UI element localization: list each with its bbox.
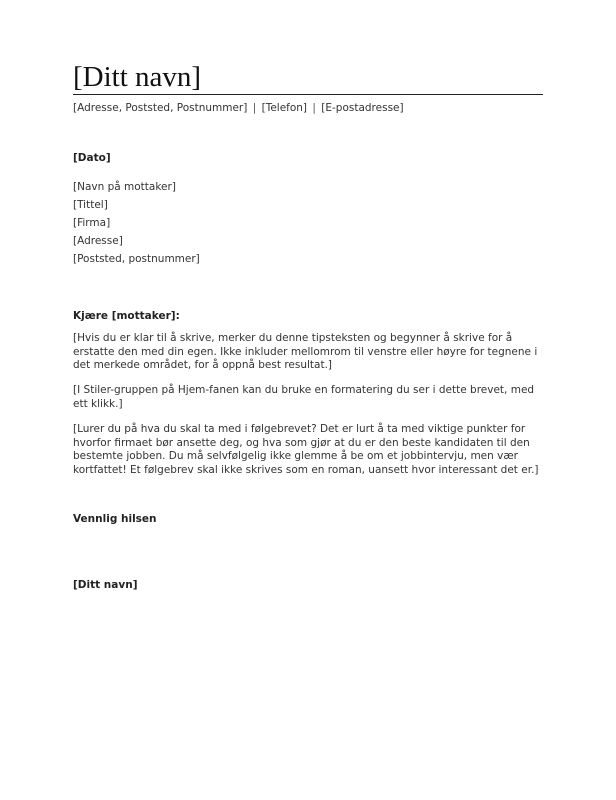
- body-paragraph-2[interactable]: [I Stiler-gruppen på Hjem-fanen kan du bruke en formatering du ser i dette brevet, med ett klikk.]: [73, 384, 535, 410]
- contact-separator: |: [312, 102, 316, 114]
- recipient-title[interactable]: [Tittel]: [73, 199, 108, 211]
- recipient-block: [73, 178, 200, 268]
- sender-contact-line: [73, 101, 404, 115]
- letter-date[interactable]: [Dato]: [73, 152, 111, 164]
- body-paragraph-1[interactable]: [Hvis du er klar til å skrive, merker du denne tipsteksten og begynner å skrive for å erstatte den med din egen. Ikke inkluder mellomrom til venstre eller høyre for tegnene i det merkede området, for å oppnå best resultat.]: [73, 332, 538, 371]
- recipient-company[interactable]: [Firma]: [73, 217, 111, 229]
- sender-name-heading[interactable]: [Ditt navn]: [73, 60, 543, 95]
- body-paragraph-3[interactable]: [Lurer du på hva du skal ta med i følgebrevet? Det er lurt å ta med viktige punkter for hvorfor firmaet bør ansette deg, og hva som gjør at du er den beste kandidaten til den bestemte jobben. Du må selvfølgelig ikke glemme å be om et jobbintervju, men vær kortfattet! Et følgebrev skal ikke skrives som en roman, uansett hvor interessant det er.]: [73, 423, 539, 476]
- contact-separator: |: [252, 102, 257, 114]
- recipient-address[interactable]: [Adresse]: [73, 235, 123, 247]
- sender-phone[interactable]: [Telefon]: [261, 102, 308, 114]
- sender-address[interactable]: [Adresse, Poststed, Postnummer]: [73, 102, 248, 114]
- closing-phrase[interactable]: Vennlig hilsen: [73, 513, 157, 525]
- recipient-name[interactable]: [Navn på mottaker]: [73, 181, 176, 193]
- signature-name[interactable]: [Ditt navn]: [73, 579, 138, 591]
- sender-email[interactable]: [E-postadresse]: [321, 102, 404, 114]
- salutation[interactable]: Kjære [mottaker]:: [73, 310, 180, 322]
- recipient-postal[interactable]: [Poststed, postnummer]: [73, 253, 200, 265]
